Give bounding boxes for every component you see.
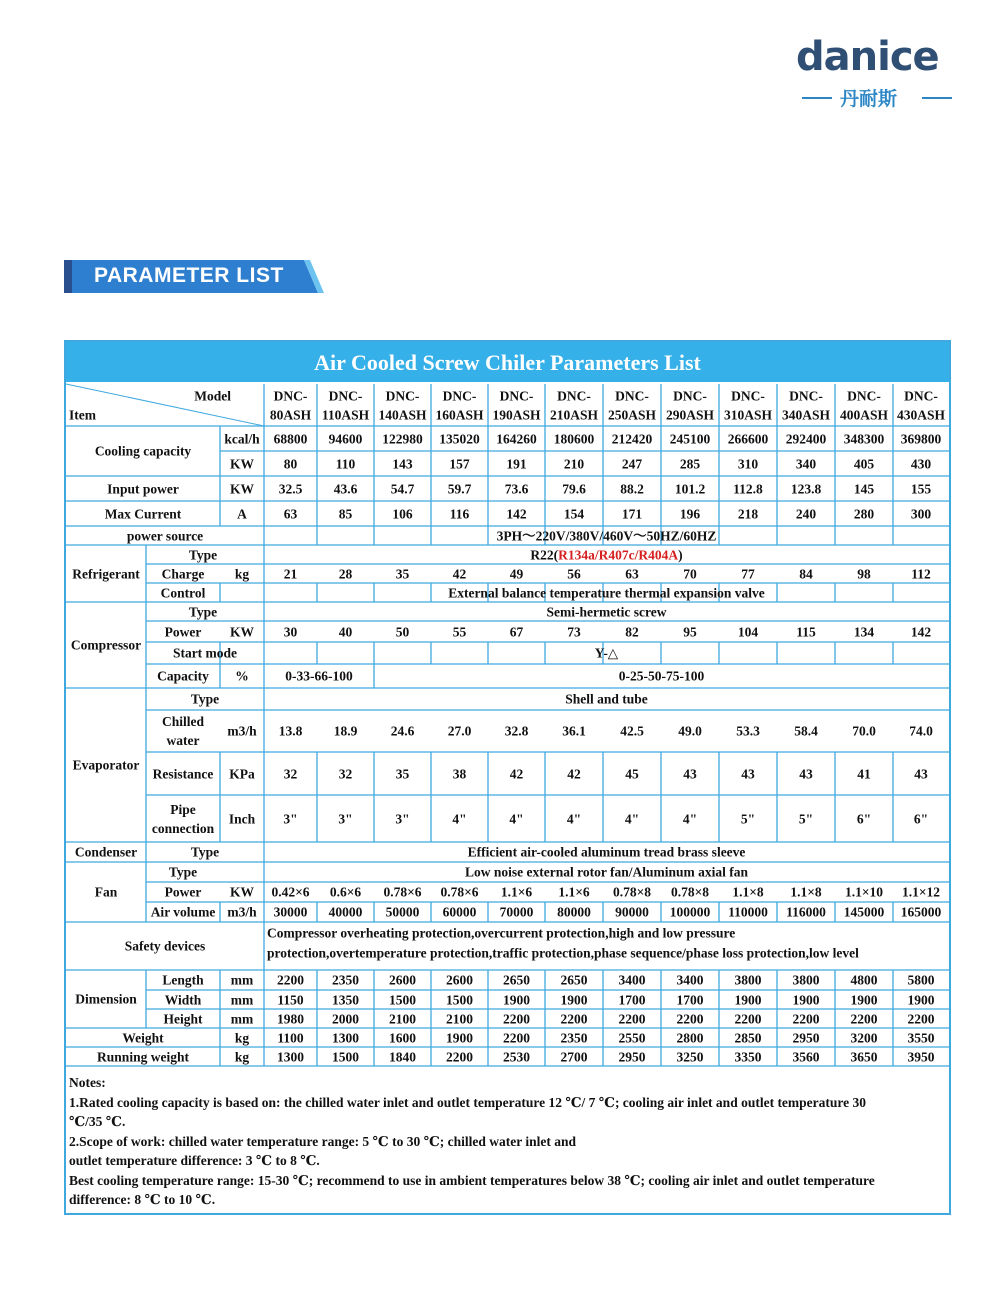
chilled-water-cell: 53.3 xyxy=(736,723,760,739)
unit-a: A xyxy=(237,506,247,521)
model-name-line2: 250ASH xyxy=(607,407,657,423)
height-cell: 2200 xyxy=(907,1011,935,1026)
compressor-power-cell: 67 xyxy=(509,624,524,639)
safety-line-2: protection,overtemperature protection,traffic protection,phase sequence/phase loss protection,low level xyxy=(267,945,859,961)
safety-line-1: Compressor overheating protection,overcurrent protection,high and low pressure xyxy=(267,925,736,941)
width-cell: 1150 xyxy=(277,992,304,1007)
length-cell: 2600 xyxy=(389,972,416,988)
unit-kw: KW xyxy=(229,481,255,496)
cooling-kcal-cell: 348300 xyxy=(843,431,885,446)
height-cell: 1980 xyxy=(277,1011,304,1026)
height-cell: 2200 xyxy=(503,1011,530,1026)
fan-type-value: Low noise external rotor fan/Aluminum axial fan xyxy=(464,864,749,880)
input-power-cell: 43.6 xyxy=(333,481,358,496)
model-name-line1: DNC- xyxy=(557,388,591,404)
note-2-line-1: 2.Scope of work: chilled water temperature range: 5 ℃ to 30 ℃; chilled water inlet and xyxy=(69,1134,577,1149)
pipe-cell: 4" xyxy=(624,811,640,826)
pipe-cell: 6" xyxy=(913,811,929,826)
pipe-cell: 4" xyxy=(566,811,582,826)
chilled-water-cell: 42.5 xyxy=(620,723,644,739)
air-volume-cell: 165000 xyxy=(900,904,942,920)
refrigerant-primary: R22( xyxy=(530,547,559,562)
running-weight-cell: 1300 xyxy=(277,1049,304,1064)
fan-power-cell: 1.1×8 xyxy=(732,884,764,900)
refrigerant-charge-cell: 21 xyxy=(283,566,298,581)
row-label-power-source: power source xyxy=(126,528,204,543)
chilled-water-cell: 24.6 xyxy=(390,723,415,739)
input-power-cell: 145 xyxy=(853,481,875,496)
note-2-line-2: outlet temperature difference: 3 ℃ to 8 ℃. xyxy=(69,1153,320,1168)
model-name-line1: DNC- xyxy=(385,388,420,404)
weight-cell: 2950 xyxy=(792,1030,820,1045)
unit-mm: mm xyxy=(230,1011,254,1026)
weight-cell: 2850 xyxy=(734,1030,762,1045)
running-weight-cell: 2200 xyxy=(446,1049,473,1064)
height-label: Height xyxy=(163,1011,203,1026)
cooling-kw-cell: 285 xyxy=(679,456,701,471)
model-name-line2: 80ASH xyxy=(269,407,312,423)
air-volume-cell: 145000 xyxy=(843,904,885,920)
refrigerant-charge-cell: 77 xyxy=(741,566,755,581)
cooling-kw-cell: 405 xyxy=(853,456,875,471)
model-name-line1: DNC- xyxy=(904,388,938,404)
note-1-line-1: 1.Rated cooling capacity is based on: the chilled water inlet and outlet temperature 12 ℃/ 7 ℃; cooling air inlet and outlet temperature 30 xyxy=(69,1095,867,1110)
height-cell: 2000 xyxy=(332,1011,359,1026)
resistance-cell: 43 xyxy=(741,766,755,781)
height-cell: 2100 xyxy=(446,1011,473,1026)
running-weight-cell: 3950 xyxy=(907,1049,935,1064)
cooling-kw-cell: 110 xyxy=(335,456,356,471)
pipe-cell: 4" xyxy=(682,811,698,826)
refrigerant-charge-cell: 63 xyxy=(625,566,639,581)
compressor-power-cell: 30 xyxy=(283,624,298,639)
fan-power-cell: 1.1×12 xyxy=(901,884,941,900)
fan-power-cell: 0.6×6 xyxy=(329,884,362,900)
max-current-cell: 196 xyxy=(679,506,701,521)
row-label-condenser: Condenser xyxy=(74,844,138,860)
unit-m3h: m3/h xyxy=(227,904,257,920)
weight-cell: 1600 xyxy=(389,1030,416,1045)
running-weight-cell: 3250 xyxy=(676,1049,704,1064)
max-current-cell: 106 xyxy=(392,506,413,521)
model-name-line2: 110ASH xyxy=(321,407,370,423)
air-volume-cell: 110000 xyxy=(728,904,768,920)
model-name-line2: 430ASH xyxy=(896,407,946,423)
row-label-evaporator: Evaporator xyxy=(72,757,140,773)
model-name-line1: DNC- xyxy=(731,388,765,404)
length-cell: 4800 xyxy=(850,972,878,988)
cooling-kcal-cell: 245100 xyxy=(669,431,711,446)
running-weight-cell: 2700 xyxy=(560,1049,588,1064)
row-label-weight: Weight xyxy=(122,1030,164,1045)
fan-power-cell: 0.42×6 xyxy=(271,884,310,900)
table-title: Air Cooled Screw Chiler Parameters List xyxy=(314,350,701,375)
compressor-power-cell: 134 xyxy=(853,624,875,639)
model-name-line2: 340ASH xyxy=(781,407,831,423)
input-power-cell: 155 xyxy=(910,481,932,496)
model-name-line2: 290ASH xyxy=(665,407,715,423)
cooling-kcal-cell: 292400 xyxy=(785,431,827,446)
resistance-cell: 35 xyxy=(395,766,410,781)
running-weight-cell: 3650 xyxy=(850,1049,878,1064)
length-cell: 2600 xyxy=(446,972,473,988)
air-volume-cell: 60000 xyxy=(442,904,477,920)
evaporator-type-label: Type xyxy=(190,691,220,707)
unit-kw: KW xyxy=(229,884,255,900)
resistance-cell: 43 xyxy=(683,766,697,781)
length-label: Length xyxy=(162,972,204,988)
row-label-running-weight: Running weight xyxy=(97,1049,189,1064)
width-cell: 1350 xyxy=(332,992,359,1007)
height-cell: 2200 xyxy=(618,1011,646,1026)
pipe-cell: 6" xyxy=(856,811,872,826)
length-cell: 5800 xyxy=(907,972,935,988)
notes-heading: Notes: xyxy=(69,1075,106,1090)
max-current-cell: 218 xyxy=(737,506,759,521)
row-label-safety-devices: Safety devices xyxy=(124,938,206,954)
unit-m3h: m3/h xyxy=(227,723,257,739)
pipe-connection-label: Pipe connection xyxy=(151,801,215,836)
running-weight-cell: 1500 xyxy=(332,1049,359,1064)
resistance-cell: 32 xyxy=(338,766,353,781)
resistance-cell: 38 xyxy=(452,766,467,781)
height-cell: 2200 xyxy=(734,1011,762,1026)
fan-type-label: Type xyxy=(168,864,198,880)
input-power-cell: 88.2 xyxy=(620,481,644,496)
input-power-cell: 73.6 xyxy=(504,481,529,496)
length-cell: 2350 xyxy=(332,972,359,988)
refrigerant-charge-cell: 35 xyxy=(395,566,410,581)
fan-power-cell: 0.78×8 xyxy=(612,884,652,900)
pipe-cell: 3" xyxy=(283,811,298,826)
weight-cell: 2550 xyxy=(618,1030,646,1045)
width-cell: 1900 xyxy=(734,992,762,1007)
cooling-kcal-cell: 94600 xyxy=(328,431,363,446)
length-cell: 2200 xyxy=(277,972,304,988)
air-volume-cell: 90000 xyxy=(615,904,649,920)
fan-power-cell: 1.1×6 xyxy=(558,884,590,900)
start-mode-label: Start mode xyxy=(172,645,238,661)
refrigerant-charge-cell: 42 xyxy=(452,566,467,581)
compressor-power-cell: 115 xyxy=(796,624,816,639)
width-cell: 1900 xyxy=(792,992,820,1007)
fan-power-cell: 1.1×8 xyxy=(790,884,822,900)
pipe-cell: 3" xyxy=(395,811,410,826)
cooling-kw-cell: 310 xyxy=(737,456,759,471)
unit-kw: KW xyxy=(229,624,255,639)
height-cell: 2200 xyxy=(792,1011,820,1026)
max-current-cell: 154 xyxy=(563,506,585,521)
input-power-cell: 101.2 xyxy=(674,481,706,496)
model-name-line1: DNC- xyxy=(789,388,823,404)
cooling-kcal-cell: 164260 xyxy=(496,431,537,446)
chilled-water-cell: 32.8 xyxy=(504,723,529,739)
air-volume-cell: 116000 xyxy=(786,904,826,920)
resistance-cell: 43 xyxy=(799,766,813,781)
refrigerant-charge-cell: 98 xyxy=(857,566,871,581)
max-current-cell: 240 xyxy=(795,506,817,521)
chilled-water-label: Chilled water xyxy=(161,714,204,748)
max-current-cell: 171 xyxy=(621,506,643,521)
width-cell: 1700 xyxy=(676,992,704,1007)
cooling-kcal-cell: 369800 xyxy=(900,431,942,446)
air-volume-cell: 40000 xyxy=(328,904,363,920)
weight-cell: 1300 xyxy=(332,1030,359,1045)
compressor-power-cell: 104 xyxy=(737,624,759,639)
cooling-kw-cell: 157 xyxy=(449,456,470,471)
capacity-value-b: 0-25-50-75-100 xyxy=(618,668,705,684)
resistance-cell: 43 xyxy=(914,766,928,781)
row-label-dimension: Dimension xyxy=(75,991,137,1007)
fan-power-cell: 0.78×6 xyxy=(383,884,422,900)
running-weight-cell: 3560 xyxy=(792,1049,820,1064)
fan-power-cell: 1.1×10 xyxy=(844,884,884,900)
refrigerant-control-label: Control xyxy=(160,585,206,600)
weight-cell: 1100 xyxy=(277,1030,304,1045)
unit-mm: mm xyxy=(230,972,254,988)
refrigerant-charge-cell: 84 xyxy=(799,566,813,581)
note-3-line-2: difference: 8 ℃ to 10 ℃. xyxy=(69,1192,216,1207)
length-cell: 3400 xyxy=(676,972,704,988)
cooling-kw-cell: 143 xyxy=(392,456,413,471)
model-name-line2: 210ASH xyxy=(549,407,599,423)
resistance-cell: 32 xyxy=(283,766,298,781)
model-name-line1: DNC- xyxy=(442,388,477,404)
fan-power-cell: 0.78×8 xyxy=(670,884,710,900)
resistance-cell: 42 xyxy=(509,766,524,781)
max-current-cell: 142 xyxy=(506,506,527,521)
refrigerant-charge-cell: 56 xyxy=(567,566,581,581)
model-name-line1: DNC- xyxy=(673,388,707,404)
compressor-power-cell: 40 xyxy=(338,624,353,639)
max-current-cell: 280 xyxy=(853,506,875,521)
running-weight-cell: 2950 xyxy=(618,1049,646,1064)
refrigerant-suffix: ) xyxy=(678,547,683,562)
air-volume-cell: 100000 xyxy=(669,904,711,920)
running-weight-cell: 1840 xyxy=(389,1049,416,1064)
air-volume-cell: 70000 xyxy=(499,904,534,920)
input-power-cell: 54.7 xyxy=(390,481,415,496)
condenser-type-label: Type xyxy=(190,844,220,860)
header-item-label: Item xyxy=(69,407,96,423)
unit-kw: KW xyxy=(229,456,255,471)
width-cell: 1900 xyxy=(850,992,878,1007)
width-cell: 1700 xyxy=(618,992,646,1007)
unit-mm: mm xyxy=(230,992,254,1007)
model-name-line1: DNC- xyxy=(615,388,649,404)
brand-wordmark: danice xyxy=(796,34,939,80)
height-cell: 2100 xyxy=(389,1011,416,1026)
row-label-max-current: Max Current xyxy=(104,506,182,521)
cooling-kw-cell: 340 xyxy=(795,456,817,471)
length-cell: 3800 xyxy=(792,972,820,988)
resistance-cell: 41 xyxy=(857,766,871,781)
air-volume-cell: 30000 xyxy=(273,904,308,920)
cooling-kcal-cell: 122980 xyxy=(382,431,423,446)
header-model-label: Model xyxy=(194,388,231,404)
cooling-kcal-cell: 180600 xyxy=(553,431,595,446)
fan-power-cell: 0.78×6 xyxy=(440,884,479,900)
cooling-kcal-cell: 135020 xyxy=(439,431,480,446)
brand-cn-name: 丹耐斯 xyxy=(840,88,898,110)
compressor-type-value: Semi-hermetic screw xyxy=(546,604,667,619)
chilled-water-cell: 74.0 xyxy=(909,723,933,739)
weight-cell: 1900 xyxy=(446,1030,473,1045)
input-power-cell: 59.7 xyxy=(447,481,472,496)
pipe-cell: 3" xyxy=(338,811,353,826)
width-cell: 1900 xyxy=(503,992,530,1007)
model-name-line1: DNC- xyxy=(499,388,534,404)
cooling-kw-cell: 247 xyxy=(621,456,643,471)
weight-cell: 2350 xyxy=(560,1030,588,1045)
height-cell: 2200 xyxy=(850,1011,878,1026)
refrigerant-type-value xyxy=(530,547,682,562)
unit-inch: Inch xyxy=(228,811,256,826)
compressor-power-label: Power xyxy=(164,624,202,639)
refrigerant-charge-cell: 28 xyxy=(338,566,353,581)
chilled-water-cell: 13.8 xyxy=(278,723,303,739)
cooling-kcal-cell: 266600 xyxy=(727,431,769,446)
row-label-refrigerant: Refrigerant xyxy=(72,566,140,581)
resistance-cell: 42 xyxy=(567,766,581,781)
unit-kg: kg xyxy=(234,1030,250,1045)
air-volume-cell: 50000 xyxy=(385,904,420,920)
length-cell: 2650 xyxy=(503,972,530,988)
capacity-value-a: 0-33-66-100 xyxy=(285,668,353,684)
model-name-line1: DNC- xyxy=(847,388,881,404)
compressor-type-label: Type xyxy=(188,604,218,619)
fan-power-label: Power xyxy=(164,884,202,900)
input-power-cell: 79.6 xyxy=(562,481,586,496)
compressor-power-cell: 50 xyxy=(395,624,410,639)
model-name-line1: DNC- xyxy=(273,388,308,404)
condenser-type-value: Efficient air-cooled aluminum tread brass sleeve xyxy=(467,844,746,860)
max-current-cell: 63 xyxy=(283,506,298,521)
weight-cell: 3550 xyxy=(907,1030,935,1045)
row-label-input-power: Input power xyxy=(107,481,179,496)
chilled-water-cell: 36.1 xyxy=(562,723,586,739)
air-volume-label: Air volume xyxy=(150,904,216,920)
pipe-cell: 5" xyxy=(740,811,756,826)
pipe-cell: 4" xyxy=(452,811,467,826)
cooling-kcal-cell: 68800 xyxy=(273,431,308,446)
input-power-cell: 112.8 xyxy=(733,481,763,496)
input-power-cell: 32.5 xyxy=(278,481,303,496)
width-cell: 1500 xyxy=(389,992,416,1007)
width-label: Width xyxy=(164,992,202,1007)
chilled-water-cell: 58.4 xyxy=(794,723,818,739)
model-name-line2: 190ASH xyxy=(492,407,541,423)
model-name-line2: 310ASH xyxy=(723,407,773,423)
model-name-line1: DNC- xyxy=(328,388,363,404)
max-current-cell: 300 xyxy=(910,506,932,521)
unit-kcal: kcal/h xyxy=(224,431,260,446)
compressor-power-cell: 82 xyxy=(625,624,639,639)
weight-cell: 3200 xyxy=(850,1030,878,1045)
note-3-line-1: Best cooling temperature range: 15-30 ℃; recommend to use in ambient temperatures below 38 ℃; cooling air inlet and outlet temperature xyxy=(69,1173,875,1188)
refrigerant-charge-label: Charge xyxy=(161,566,205,581)
cooling-kw-cell: 80 xyxy=(283,456,298,471)
length-cell: 2650 xyxy=(560,972,588,988)
capacity-label: Capacity xyxy=(157,668,209,684)
power-source-value: 3PH～220V/380V/460V～50HZ/60HZ xyxy=(496,528,717,543)
height-cell: 2200 xyxy=(676,1011,704,1026)
pipe-cell: 4" xyxy=(509,811,524,826)
chilled-water-cell: 70.0 xyxy=(852,723,876,739)
width-cell: 1500 xyxy=(446,992,473,1007)
row-label-cooling-capacity: Cooling capacity xyxy=(94,443,192,459)
length-cell: 3400 xyxy=(618,972,646,988)
resistance-cell: 45 xyxy=(625,766,639,781)
refrigerant-alternatives: R134a/R407c/R404A xyxy=(558,547,679,562)
cooling-kw-cell: 430 xyxy=(910,456,932,471)
compressor-power-cell: 95 xyxy=(683,624,697,639)
evaporator-type-value: Shell and tube xyxy=(565,691,648,707)
unit-pct: % xyxy=(235,668,249,684)
cooling-kw-cell: 191 xyxy=(506,456,527,471)
cooling-kw-cell: 210 xyxy=(563,456,585,471)
weight-cell: 2200 xyxy=(503,1030,530,1045)
max-current-cell: 85 xyxy=(338,506,353,521)
chilled-water-cell: 18.9 xyxy=(333,723,358,739)
running-weight-cell: 2530 xyxy=(503,1049,530,1064)
pipe-cell: 5" xyxy=(798,811,814,826)
model-name-line2: 400ASH xyxy=(839,407,889,423)
compressor-power-cell: 142 xyxy=(910,624,932,639)
row-label-compressor: Compressor xyxy=(70,637,142,653)
input-power-cell: 123.8 xyxy=(790,481,822,496)
refrigerant-charge-cell: 112 xyxy=(911,566,931,581)
compressor-power-cell: 55 xyxy=(452,624,467,639)
compressor-power-cell: 73 xyxy=(567,624,581,639)
row-label-fan: Fan xyxy=(94,884,118,900)
width-cell: 1900 xyxy=(907,992,935,1007)
height-cell: 2200 xyxy=(560,1011,588,1026)
width-cell: 1900 xyxy=(560,992,588,1007)
weight-cell: 2800 xyxy=(676,1030,704,1045)
resistance-label: Resistance xyxy=(152,766,214,781)
unit-kg: kg xyxy=(234,1049,250,1064)
model-name-line2: 140ASH xyxy=(378,407,427,423)
length-cell: 3800 xyxy=(734,972,762,988)
fan-power-cell: 1.1×6 xyxy=(500,884,533,900)
section-banner-label: PARAMETER LIST xyxy=(94,264,284,287)
model-name-line2: 160ASH xyxy=(435,407,484,423)
start-mode-value: Y-△ xyxy=(594,645,619,661)
unit-kg: kg xyxy=(234,566,250,581)
unit-kpa: KPa xyxy=(229,766,255,781)
note-1-line-2: ℃/35 ℃. xyxy=(69,1114,126,1129)
refrigerant-charge-cell: 70 xyxy=(683,566,697,581)
chilled-water-cell: 49.0 xyxy=(678,723,702,739)
cooling-kcal-cell: 212420 xyxy=(611,431,653,446)
refrigerant-type-label: Type xyxy=(188,547,218,562)
air-volume-cell: 80000 xyxy=(557,904,591,920)
max-current-cell: 116 xyxy=(449,506,470,521)
refrigerant-control-value: External balance temperature thermal expansion valve xyxy=(448,585,765,600)
chilled-water-cell: 27.0 xyxy=(447,723,472,739)
refrigerant-charge-cell: 49 xyxy=(509,566,524,581)
running-weight-cell: 3350 xyxy=(734,1049,762,1064)
